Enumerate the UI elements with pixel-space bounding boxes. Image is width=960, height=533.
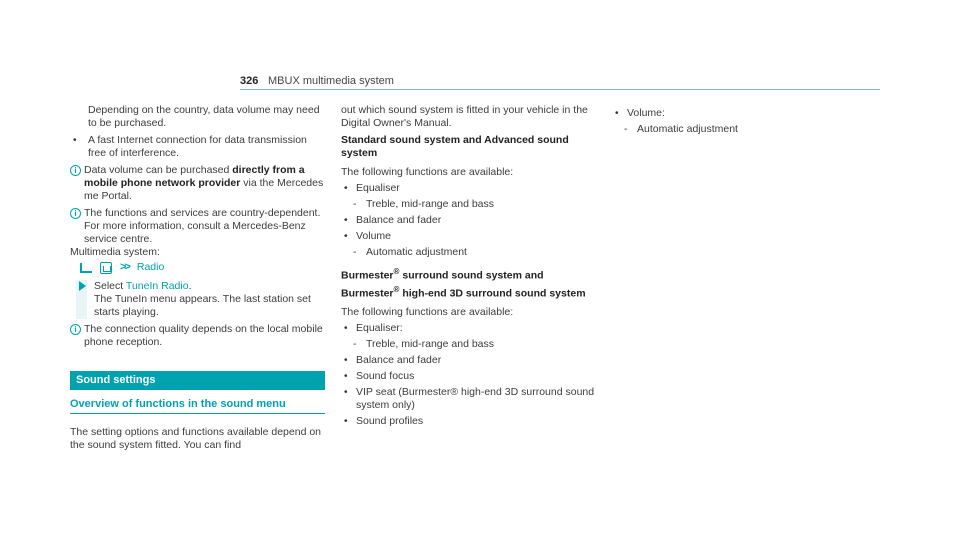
double-chevron-icon: >> [120, 261, 129, 273]
info-icon: i [70, 324, 81, 335]
subsection-heading: Burmester® surround sound system and Burmester® high-end 3D surround sound system [341, 267, 586, 299]
home-icon [100, 262, 112, 274]
feature-list [341, 322, 596, 428]
page-number: 326 [240, 75, 259, 87]
step-arrow-icon [79, 281, 86, 291]
step-text: Select [94, 280, 126, 292]
feature-list [612, 107, 872, 136]
tunein-radio-link[interactable]: TuneIn Radio [125, 280, 189, 292]
paragraph: The following functions are available: [341, 306, 514, 318]
page-header-title: MBUX multimedia system [268, 75, 394, 87]
note-text: The functions and services are country-dependent. For more information, consult a Mercedes-Benz service centre. [84, 207, 321, 245]
subheading: Overview of functions in the sound menu [70, 398, 325, 414]
note-text: The connection quality depends on the local mobile phone reception. [84, 323, 323, 348]
list-item: • VIP seat (Burmester® high-end 3D surround sound system only) [341, 386, 596, 412]
path-arrow-icon [80, 263, 92, 273]
list-item: • Equaliser: [341, 322, 596, 335]
info-icon: i [70, 165, 81, 176]
multimedia-system-label: Multimedia system: [70, 246, 160, 258]
menu-path [70, 261, 325, 274]
paragraph: The following functions are available: [341, 166, 514, 178]
instruction-step [70, 280, 325, 319]
paragraph: The setting options and functions available depend on the sound system fitted. You can find [70, 426, 322, 451]
info-note [70, 323, 325, 349]
list-item: • Volume [341, 230, 596, 243]
subsection-heading: Standard sound system and Advanced sound system [341, 134, 569, 159]
note-bold: directly from a mobile phone network provider [84, 164, 305, 189]
list-item: • Balance and fader [341, 354, 596, 367]
section-heading: Sound settings [70, 371, 325, 390]
step-text: . [188, 280, 192, 292]
sub-list-item: - Treble, mid-range and bass [341, 338, 596, 351]
header-rule [240, 89, 880, 90]
step-result: The TuneIn menu appears. The last station set starts playing. [94, 293, 311, 318]
list-item: • Sound focus [341, 370, 596, 383]
column-3 [612, 104, 872, 136]
note-text: Data volume can be purchased [84, 164, 233, 176]
list-item: • Sound profiles [341, 415, 596, 428]
info-note [70, 207, 325, 246]
path-radio[interactable]: Radio [136, 261, 165, 273]
sub-list-item: - Treble, mid-range and bass [341, 198, 596, 211]
list-item: • Balance and fader [341, 214, 596, 227]
sub-list-item: - Automatic adjustment [341, 246, 596, 259]
list-item: • Volume: [612, 107, 872, 120]
column-1 [70, 104, 325, 452]
list-item: • Equaliser [341, 182, 596, 195]
info-icon: i [70, 208, 81, 219]
paragraph: Depending on the country, data volume may need to be purchased. [88, 104, 320, 129]
column-2 [341, 104, 596, 428]
sub-list-item: - Automatic adjustment [612, 123, 872, 136]
note-text: via the Mercedes me Portal. [84, 177, 324, 202]
paragraph: out which sound system is fitted in your vehicle in the Digital Owner's Manual. [341, 104, 588, 129]
feature-list [341, 182, 596, 259]
list-item: • A fast Internet connection for data transmission free of interference. [70, 134, 325, 160]
info-note [70, 164, 325, 203]
